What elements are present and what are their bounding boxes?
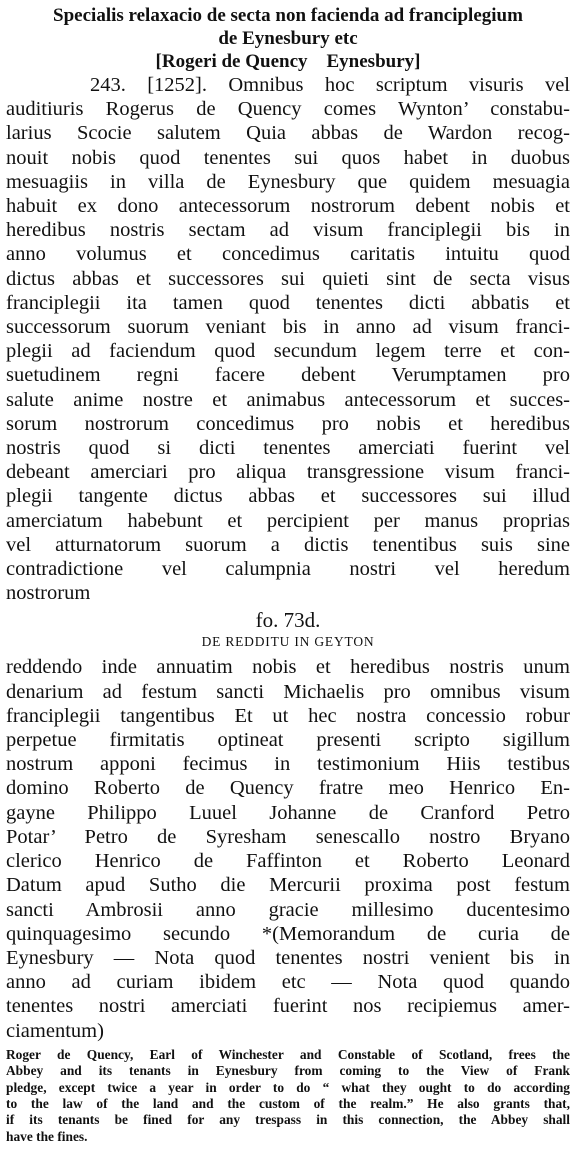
text-line: Eynesbury — Nota quod tenentes nostri venient bis in	[6, 946, 570, 969]
text-line: dictus abbas et successores sui quieti sint de secta visus	[6, 267, 570, 290]
text-line: salute anime nostre et animabus antecessorum et succes-	[6, 388, 570, 411]
text-line: franciplegii tangentibus Et ut hec nostra concessio robur	[6, 704, 570, 727]
text-line: successorum suorum veniant bis in anno ad visum franci-	[6, 316, 570, 339]
text-line: 243. [1252]. Omnibus hoc scriptum visuris vel	[90, 74, 570, 96]
text-line: gayne Philippo Luuel Johanne de Cranford Petro	[6, 801, 570, 824]
text-line: Potar’ Petro de Syresham senescallo nostro Bryano	[6, 825, 570, 848]
text-line: plegii tangente dictus abbas et successores sui illud	[6, 485, 570, 508]
text-line: perpetue firmitatis optineat presenti scripto sigillum	[6, 729, 570, 752]
text-line: suetudinem regni facere debent Verumptamen pro	[6, 364, 570, 387]
charter-text	[6, 73, 570, 605]
text-line: contradictione vel calumpnia nostri vel heredum	[6, 558, 570, 581]
heading-line-1: Specialis relaxacio de secta non facienda ad franciplegium	[53, 5, 523, 26]
text-line: denarium ad festum sancti Michaelis pro omnibus visum	[6, 680, 570, 703]
text-line: amerciatum habebunt et percipient per manus proprias	[6, 509, 570, 532]
text-line: Roger de Quency, Earl of Winchester and Constable of Scotland, frees the	[6, 1046, 570, 1062]
text-line: mesuagiis in villa de Eynesbury que quidem mesuagia	[6, 170, 570, 193]
text-line: plegii ad faciendum quod secundum legem terre et con-	[6, 340, 570, 363]
text-line: sorum nostrorum concedimus pro nobis et heredibus	[6, 412, 570, 435]
text-line: tenentes nostri amerciati fuerint nos recipiemus amer-	[6, 995, 570, 1018]
text-line: nostrorum	[6, 582, 91, 605]
text-line: domino Roberto de Quency fratre meo Henrico En-	[6, 777, 570, 800]
text-line: nostris quod si dicti tenentes amerciati fuerint vel	[6, 437, 570, 460]
text-line: reddendo inde annuatim nobis et heredibus nostris unum	[6, 656, 570, 679]
heading-line-3: [Rogeri de Quency Eynesbury]	[155, 51, 421, 72]
text-line: to the law of the land and the custom of the realm.” He also grants that,	[6, 1095, 570, 1111]
charter-heading	[6, 4, 570, 73]
text-line: anno ad curiam ibidem etc — Nota quod quando	[6, 971, 570, 994]
continuation-text	[6, 655, 570, 1042]
english-summary	[6, 1047, 570, 1145]
text-line: ciamentum)	[6, 1019, 104, 1042]
text-line: have the fines.	[6, 1128, 88, 1144]
text-line: auditiuris Rogerus de Quency comes Wynton’ constabu-	[6, 98, 570, 121]
folio-number: fo. 73d.	[255, 608, 321, 633]
text-line: anno volumus et concedimus caritatis intuitu quod	[6, 243, 570, 266]
text-line: heredibus nostris sectam ad visum franciplegii bis in	[6, 219, 570, 242]
text-line: vel atturnatorum suorum a dictis tenentibus suis sine	[6, 533, 570, 556]
heading-line-2: de Eynesbury etc	[218, 28, 358, 49]
text-line: clerico Henrico de Faffinton et Roberto Leonard	[6, 850, 570, 873]
text-line: franciplegii ita tamen quod tenentes dicti abbatis et	[6, 291, 570, 314]
text-line: debeant amerciari pro aliqua transgressione visum franci-	[6, 461, 570, 484]
text-line: nouit nobis quod tenentes sui quos habet in duobus	[6, 146, 570, 169]
text-line: larius Scocie salutem Quia abbas de Wardon recog-	[6, 122, 570, 145]
section-title: DE REDDITU IN GEYTON	[201, 634, 375, 650]
text-line: sancti Ambrosii anno gracie millesimo ducentesimo	[6, 898, 570, 921]
text-line: Datum apud Sutho die Mercurii proxima post festum	[6, 874, 570, 897]
text-line: quinquagesimo secundo *(Memorandum de curia de	[6, 922, 570, 945]
text-line: nostrum apponi fecimus in testimonium Hiis testibus	[6, 753, 570, 776]
text-line: if its tenants be fined for any trespass in this connection, the Abbey shall	[6, 1112, 570, 1128]
text-line: pledge, except twice a year in order to do “ what they ought to do according	[6, 1079, 570, 1095]
text-line: habuit ex dono antecessorum nostrorum debent nobis et	[6, 195, 570, 218]
text-line: Abbey and its tenants in Eynesbury from coming to the View of Frank	[6, 1063, 570, 1079]
